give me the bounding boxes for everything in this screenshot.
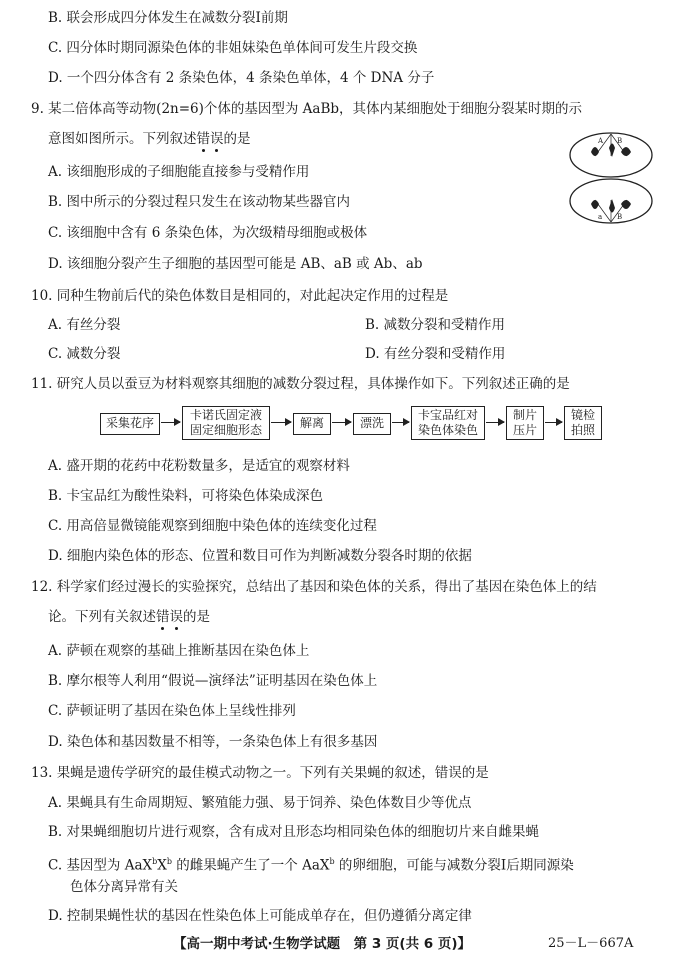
gene-label: B: [617, 213, 623, 221]
q11-option-c: C. 用高倍显微镜能观察到细胞中染色体的连续变化过程: [48, 518, 377, 534]
q13-option-c-cont: 色体分离异常有关: [70, 879, 178, 895]
gene-label: a: [598, 213, 603, 221]
q11-option-a: A. 盛开期的花药中花粉数量多，是适宜的观察材料: [48, 458, 350, 474]
q11-option-b: B. 卡宝品红为酸性染料，可将染色体染成深色: [48, 488, 324, 504]
prev-question-option-d: D. 一个四分体含有 2 条染色体，4 条染色单体，4 个 DNA 分子: [48, 70, 435, 86]
flow-step-stain: 卡宝品红对 染色体染色: [411, 406, 485, 440]
q10-option-a: A. 有丝分裂: [48, 317, 121, 333]
flow-step-dissociate: 解离: [293, 413, 331, 435]
flow-arrow: [161, 422, 180, 423]
flow-step-rinse: 漂洗: [353, 413, 391, 435]
flow-arrow: [486, 422, 504, 423]
q13-option-c: C. 基因型为 $AaX^bX^b$ 的雌果蝇产生了一个 AaX$^b$ 的卵细胞，可能与减数分裂Ⅰ后期同源染: [48, 857, 574, 874]
flow-arrow: [271, 422, 291, 423]
q12-option-b: B. 摩尔根等人利用“假说—演绎法”证明基因在染色体上: [48, 673, 378, 689]
page-footer-code: 25－L－667A: [548, 936, 634, 951]
page-footer-title: 【高一期中考试·生物学试题 第 3 页(共 6 页)】: [173, 936, 472, 952]
emphasis-dot-char: 误: [169, 609, 183, 625]
emphasis-dot-char: 误: [210, 131, 224, 147]
q9-option-a: A. 该细胞形成的子细胞能直接参与受精作用: [48, 164, 310, 180]
q9-stem-line1: 9. 某二倍体高等动物(2n=6)个体的基因型为 AaBb，其体内某细胞处于细胞分裂某时期的示: [31, 101, 583, 117]
flow-arrow: [332, 422, 351, 423]
q13-option-d: D. 控制果蝇性状的基因在性染色体上可能成单存在，但仍遵循分离定律: [48, 908, 472, 924]
prev-question-option-b: B. 联会形成四分体发生在减数分裂Ⅰ前期: [48, 10, 288, 26]
q12-option-c: C. 萨顿证明了基因在染色体上呈线性排列: [48, 703, 296, 719]
q9-option-d: D. 该细胞分裂产生子细胞的基因型可能是 AB、aB 或 Ab、ab: [48, 256, 423, 272]
flow-arrow: [545, 422, 562, 423]
q13-option-a: A. 果蝇具有生命周期短、繁殖能力强、易于饲养、染色体数目少等优点: [48, 795, 472, 811]
q10-option-c: C. 减数分裂: [48, 346, 121, 362]
flow-step-fix: 卡诺氏固定液 固定细胞形态: [182, 406, 270, 440]
q11-stem: 11. 研究人员以蚕豆为材料观察其细胞的减数分裂过程，具体操作如下。下列叙述正确的是: [31, 376, 570, 392]
q9-option-c: C. 该细胞中含有 6 条染色体，为次级精母细胞或极体: [48, 225, 368, 241]
q10-stem: 10. 同种生物前后代的染色体数目是相同的，对此起决定作用的过程是: [31, 288, 449, 304]
gene-label: B: [617, 137, 623, 145]
q9-stem-line2: 意图如图所示。下列叙述错误的是: [48, 131, 251, 147]
q11-option-d: D. 细胞内染色体的形态、位置和数目可作为判断减数分裂各时期的依据: [48, 548, 472, 564]
q10-option-b: B. 减数分裂和受精作用: [365, 317, 506, 333]
q13-stem: 13. 果蝇是遗传学研究的最佳模式动物之一。下列有关果蝇的叙述，错误的是: [31, 765, 489, 781]
q12-stem-line2: 论。下列有关叙述错误的是: [48, 609, 210, 625]
flow-step-collect: 采集花序: [100, 413, 160, 435]
flow-step-mount: 制片 压片: [506, 406, 544, 440]
emphasis-dot-char: 错: [156, 609, 170, 625]
flow-arrow: [392, 422, 409, 423]
flow-step-photo: 镜检 拍照: [564, 406, 602, 440]
emphasis-dot-char: 错: [196, 131, 210, 147]
q9-option-b: B. 图中所示的分裂过程只发生在该动物某些器官内: [48, 194, 351, 210]
prev-question-option-c: C. 四分体时期同源染色体的非姐妹染色单体间可发生片段交换: [48, 40, 418, 56]
q12-option-d: D. 染色体和基因数量不相等，一条染色体上有很多基因: [48, 734, 378, 750]
cell-division-diagram: [565, 128, 657, 228]
q12-stem-line1: 12. 科学家们经过漫长的实验探究，总结出了基因和染色体的关系，得出了基因在染色体上的结: [31, 579, 597, 595]
q13-option-b: B. 对果蝇细胞切片进行观察，含有成对且形态均相同染色体的细胞切片来自雌果蝇: [48, 824, 540, 840]
q12-option-a: A. 萨顿在观察的基础上推断基因在染色体上: [48, 643, 310, 659]
gene-label: A: [598, 137, 604, 145]
procedure-flowchart: [100, 406, 575, 440]
q10-option-d: D. 有丝分裂和受精作用: [365, 346, 506, 362]
